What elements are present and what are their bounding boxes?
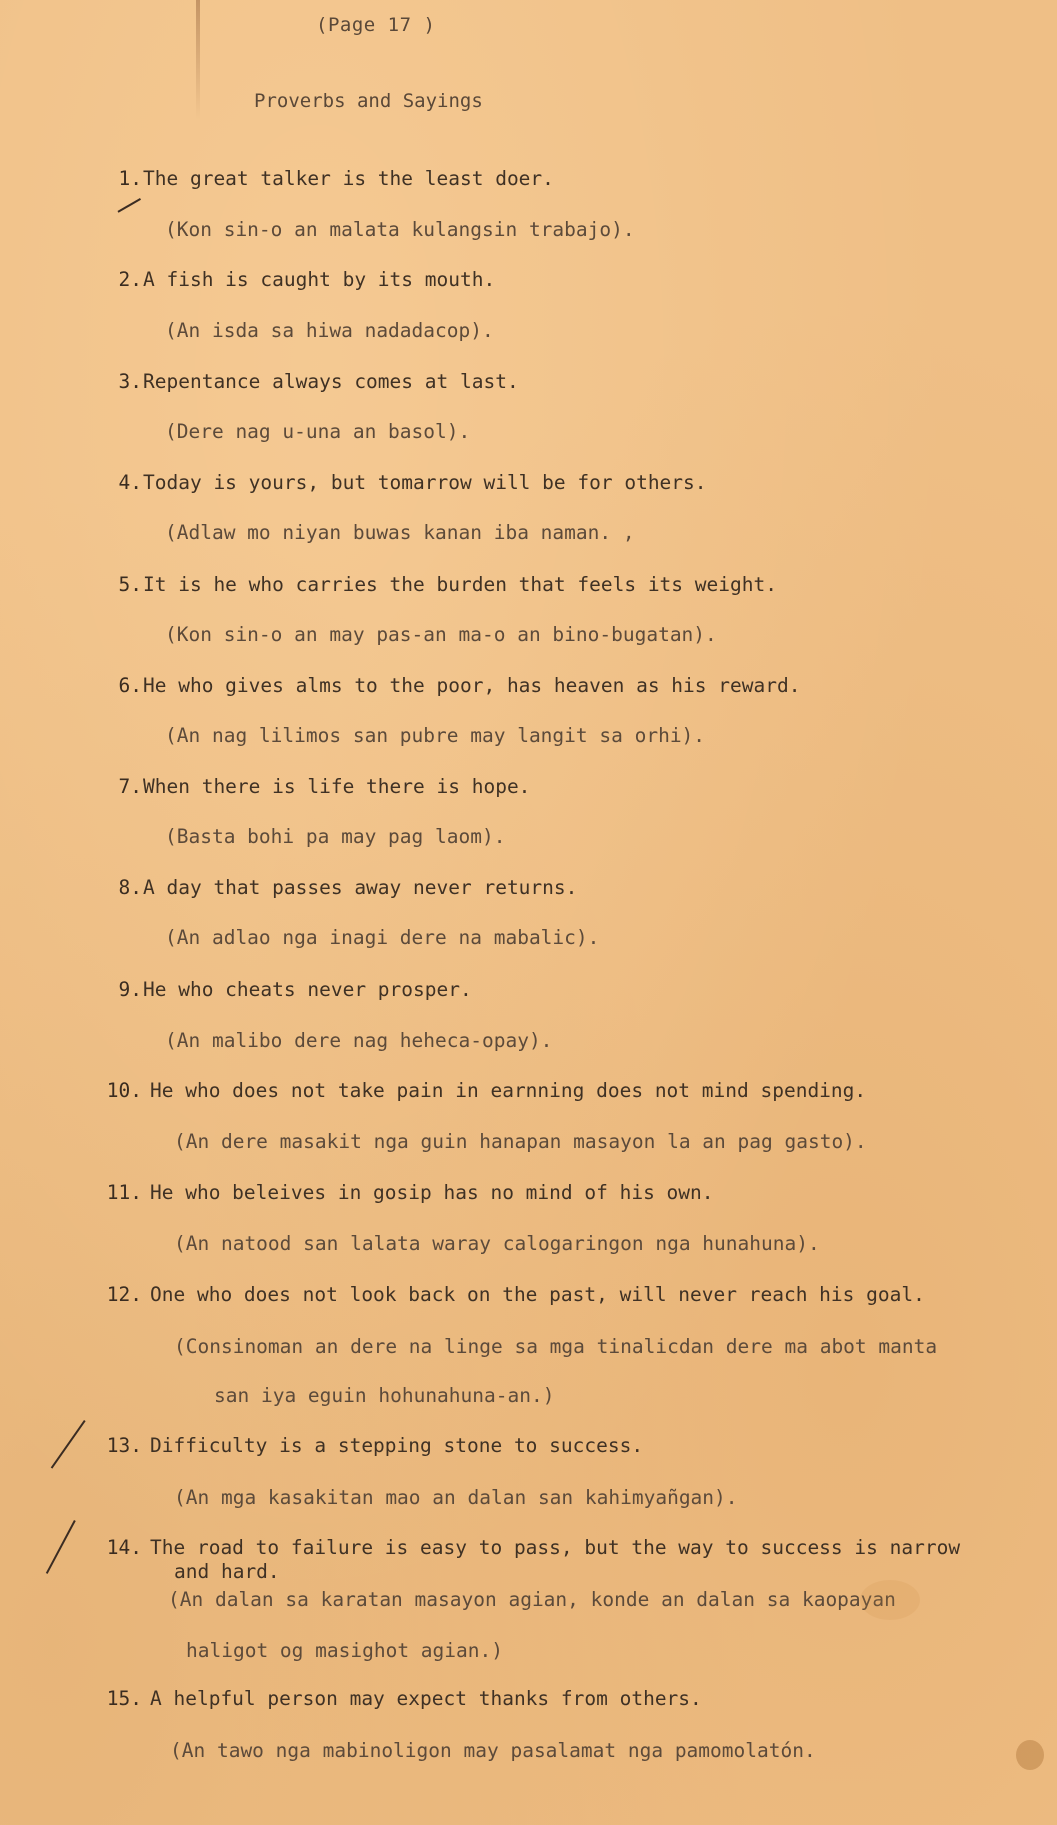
paper-stain — [1016, 1740, 1044, 1770]
proverb-translation: (An nag lilimos san pubre may langit sa orhi). — [165, 724, 706, 747]
proverb-english: When there is life there is hope. — [143, 775, 531, 798]
proverb-translation: (An mga kasakitan mao an dalan san kahimyañgan). — [174, 1486, 738, 1509]
proverb-number: 1. — [118, 167, 142, 190]
proverb-number: 9. — [118, 978, 142, 1001]
proverb-english: Difficulty is a stepping stone to success. — [150, 1434, 644, 1457]
proverb-number: 2. — [118, 268, 142, 291]
proverb-english: He who cheats never prosper. — [143, 978, 472, 1001]
proverb-translation-continued: haligot og masighot agian.) — [186, 1639, 503, 1662]
proverb-english: One who does not look back on the past, will never reach his goal. — [150, 1283, 925, 1306]
proverb-number: 4. — [118, 471, 142, 494]
proverb-english: He who beleives in gosip has no mind of his own. — [150, 1181, 714, 1204]
proverb-number: 12. — [106, 1283, 142, 1306]
proverb-translation: (Basta bohi pa may pag laom). — [165, 825, 506, 848]
proverb-english: The road to failure is easy to pass, but the way to success is narrow — [150, 1536, 961, 1559]
proverb-english: A fish is caught by its mouth. — [143, 268, 496, 291]
proverb-translation: (Consinoman an dere na linge sa mga tinalicdan dere ma abot manta — [174, 1335, 938, 1358]
proverb-translation: (Kon sin-o an may pas-an ma-o an bino-bugatan). — [165, 623, 717, 646]
proverb-number: 11. — [106, 1181, 142, 1204]
proverb-number: 7. — [118, 775, 142, 798]
paper-fold-mark — [196, 0, 200, 120]
proverb-translation: (An dalan sa karatan masayon agian, konde an dalan sa kaopayan — [168, 1588, 896, 1611]
proverb-number: 15. — [106, 1687, 142, 1710]
proverb-english: Repentance always comes at last. — [143, 370, 519, 393]
margin-check-mark — [46, 1520, 76, 1574]
proverb-translation: (Adlaw mo niyan buwas kanan iba naman. , — [165, 521, 635, 544]
proverb-english: It is he who carries the burden that feels its weight. — [143, 573, 777, 596]
proverb-translation: (An isda sa hiwa nadadacop). — [165, 319, 494, 342]
proverb-number: 14. — [106, 1536, 142, 1559]
proverb-number: 10. — [106, 1079, 142, 1102]
proverb-translation: (Dere nag u-una an basol). — [165, 420, 471, 443]
proverb-english: A helpful person may expect thanks from others. — [150, 1687, 702, 1710]
proverb-number: 13. — [106, 1434, 142, 1457]
proverb-number: 5. — [118, 573, 142, 596]
proverb-translation: (Kon sin-o an malata kulangsin trabajo). — [165, 218, 635, 241]
proverb-english: Today is yours, but tomarrow will be for others. — [143, 471, 707, 494]
proverb-translation: (An dere masakit nga guin hanapan masayon la an pag gasto). — [174, 1130, 867, 1153]
proverb-english: The great talker is the least doer. — [143, 167, 554, 190]
margin-tick-mark — [117, 198, 141, 213]
proverb-number: 8. — [118, 876, 142, 899]
proverb-translation: (An adlao nga inagi dere na mabalic). — [165, 926, 600, 949]
paper-stain — [860, 1580, 920, 1620]
proverb-number: 3. — [118, 370, 142, 393]
proverb-translation: (An natood san lalata waray calogaringon nga hunahuna). — [174, 1232, 820, 1255]
proverb-english: He who does not take pain in earnning does not mind spending. — [150, 1079, 867, 1102]
proverb-translation: (An tawo nga mabinoligon may pasalamat nga pamomolatón. — [170, 1739, 816, 1762]
proverb-translation: (An malibo dere nag heheca-opay). — [165, 1029, 553, 1052]
proverb-english-continued: and hard. — [174, 1560, 280, 1583]
proverb-english: He who gives alms to the poor, has heaven as his reward. — [143, 674, 801, 697]
proverb-english: A day that passes away never returns. — [143, 876, 578, 899]
page-number-header: (Page 17 ) — [316, 14, 436, 36]
document-title: Proverbs and Sayings — [254, 90, 483, 112]
proverb-number: 6. — [118, 674, 142, 697]
proverb-translation-continued: san iya eguin hohunahuna-an.) — [214, 1384, 555, 1407]
margin-check-mark — [51, 1420, 86, 1469]
